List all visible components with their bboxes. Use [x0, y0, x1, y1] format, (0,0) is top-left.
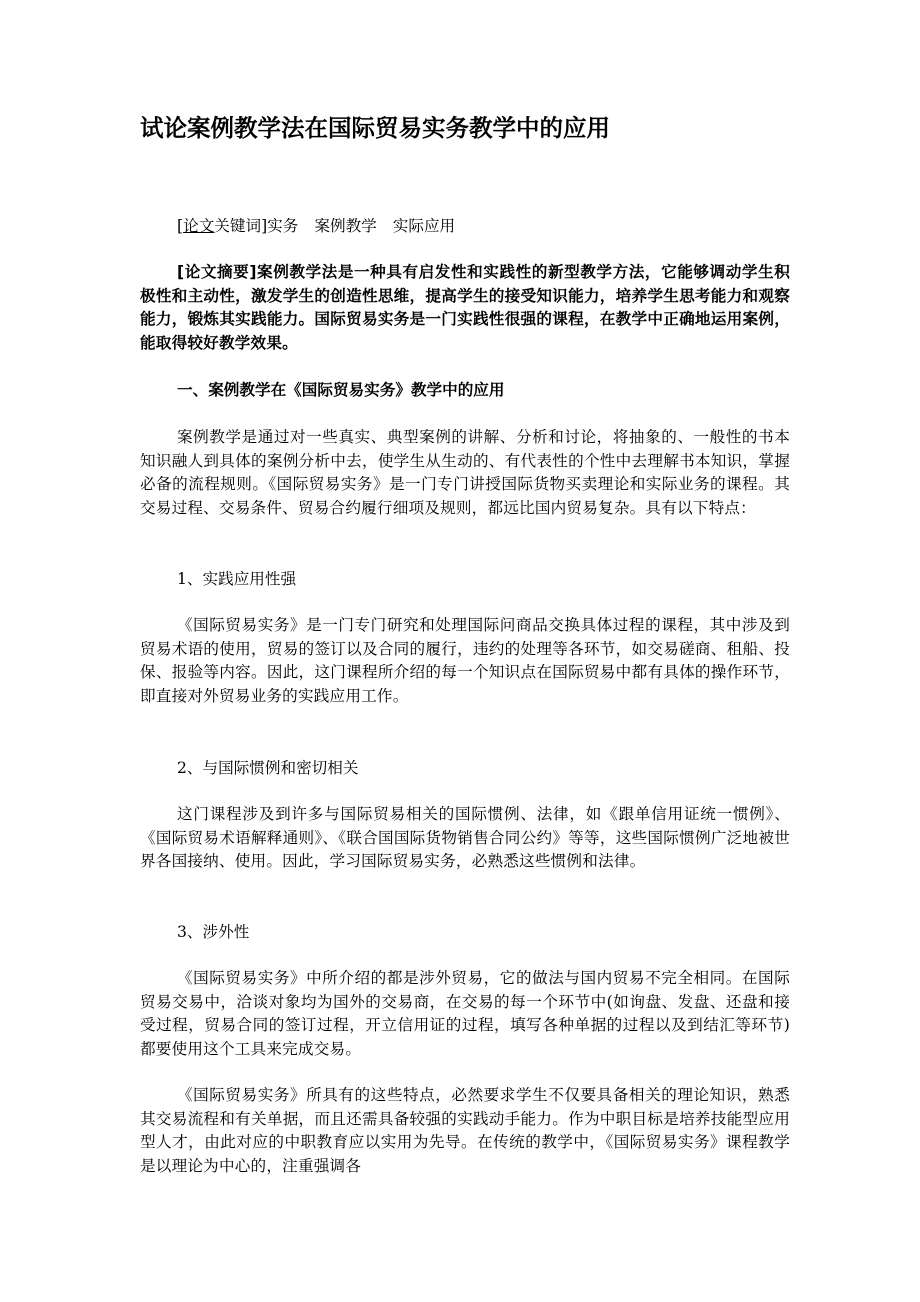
body-paragraph: 《国际贸易实务》所具有的这些特点，必然要求学生不仅要具备相关的理论知识，熟悉其交易流程和有关单据，而且还需具备较强的实践动手能力。作为中职目标是培养技能型应用型人才，由此对应的中职教育应以实用为先导。在传统的教学中，《国际贸易实务》课程教学是以理论为中心的，注重强调各	[140, 1086, 790, 1175]
keywords-line	[177, 214, 455, 238]
subsection-heading: 2、与国际惯例和密切相关	[177, 759, 359, 777]
keyword-item: 案例教学	[314, 217, 377, 235]
keyword-item: 实际应用	[392, 217, 456, 235]
section-heading: 一、案例教学在《国际贸易实务》教学中的应用	[177, 381, 505, 399]
keywords-label: 关键词]	[214, 217, 268, 235]
body-paragraph: 这门课程涉及到许多与国际贸易相关的国际惯例、法律，如《跟单信用证统一惯例》、《国际贸易术语解释通则》、《联合国国际货物销售合同公约》等等，这些国际惯例广泛地被世界各国接纳、使用。因此，学习国际贸易实务，必熟悉这些惯例和法律。	[140, 805, 790, 871]
keywords-link[interactable]: 论文	[183, 217, 215, 235]
keywords-open-bracket: [	[177, 217, 184, 235]
body-paragraph: 案例教学是通过对一些真实、典型案例的讲解、分析和讨论，将抽象的、一般性的书本知识融人到具体的案例分析中去，使学生从生动的、有代表性的个性中去理解书本知识，掌握必备的流程规则。《国际贸易实务》是一门专门讲授国际货物买卖理论和实际业务的课程。其交易过程、交易条件、贸易合约履行细项及规则，都远比国内贸易复杂。具有以下特点：	[140, 428, 790, 517]
body-paragraph: 《国际贸易实务》中所介绍的都是涉外贸易，它的做法与国内贸易不完全相同。在国际贸易交易中，洽谈对象均为国外的交易商，在交易的每一个环节中(如询盘、发盘、还盘和接受过程，贸易合同的签订过程，开立信用证的过程，填写各种单据的过程以及到结汇等环节)都要使用这个工具来完成交易。	[140, 969, 790, 1058]
subsection-heading: 1、实践应用性强	[177, 570, 297, 588]
abstract-paragraph: [论文摘要]案例教学法是一种具有启发性和实践性的新型教学方法，它能够调动学生积极性和主动性，激发学生的创造性思维，提高学生的接受知识能力，培养学生思考能力和观察能力，锻炼其实践能力。国际贸易实务是一门实践性很强的课程，在教学中正确地运用案例，能取得较好教学效果。	[140, 263, 790, 352]
keyword-item: 实务	[267, 217, 299, 235]
body-paragraph: 《国际贸易实务》是一门专门研究和处理国际问商品交换具体过程的课程，其中涉及到贸易术语的使用，贸易的签订以及合同的履行，违约的处理等各环节，如交易磋商、租船、投保、报验等内容。因此，这门课程所介绍的每一个知识点在国际贸易中都有具体的操作环节，即直接对外贸易业务的实践应用工作。	[140, 616, 790, 705]
page-title: 试论案例教学法在国际贸易实务教学中的应用	[140, 114, 610, 142]
subsection-heading: 3、涉外性	[177, 923, 250, 941]
